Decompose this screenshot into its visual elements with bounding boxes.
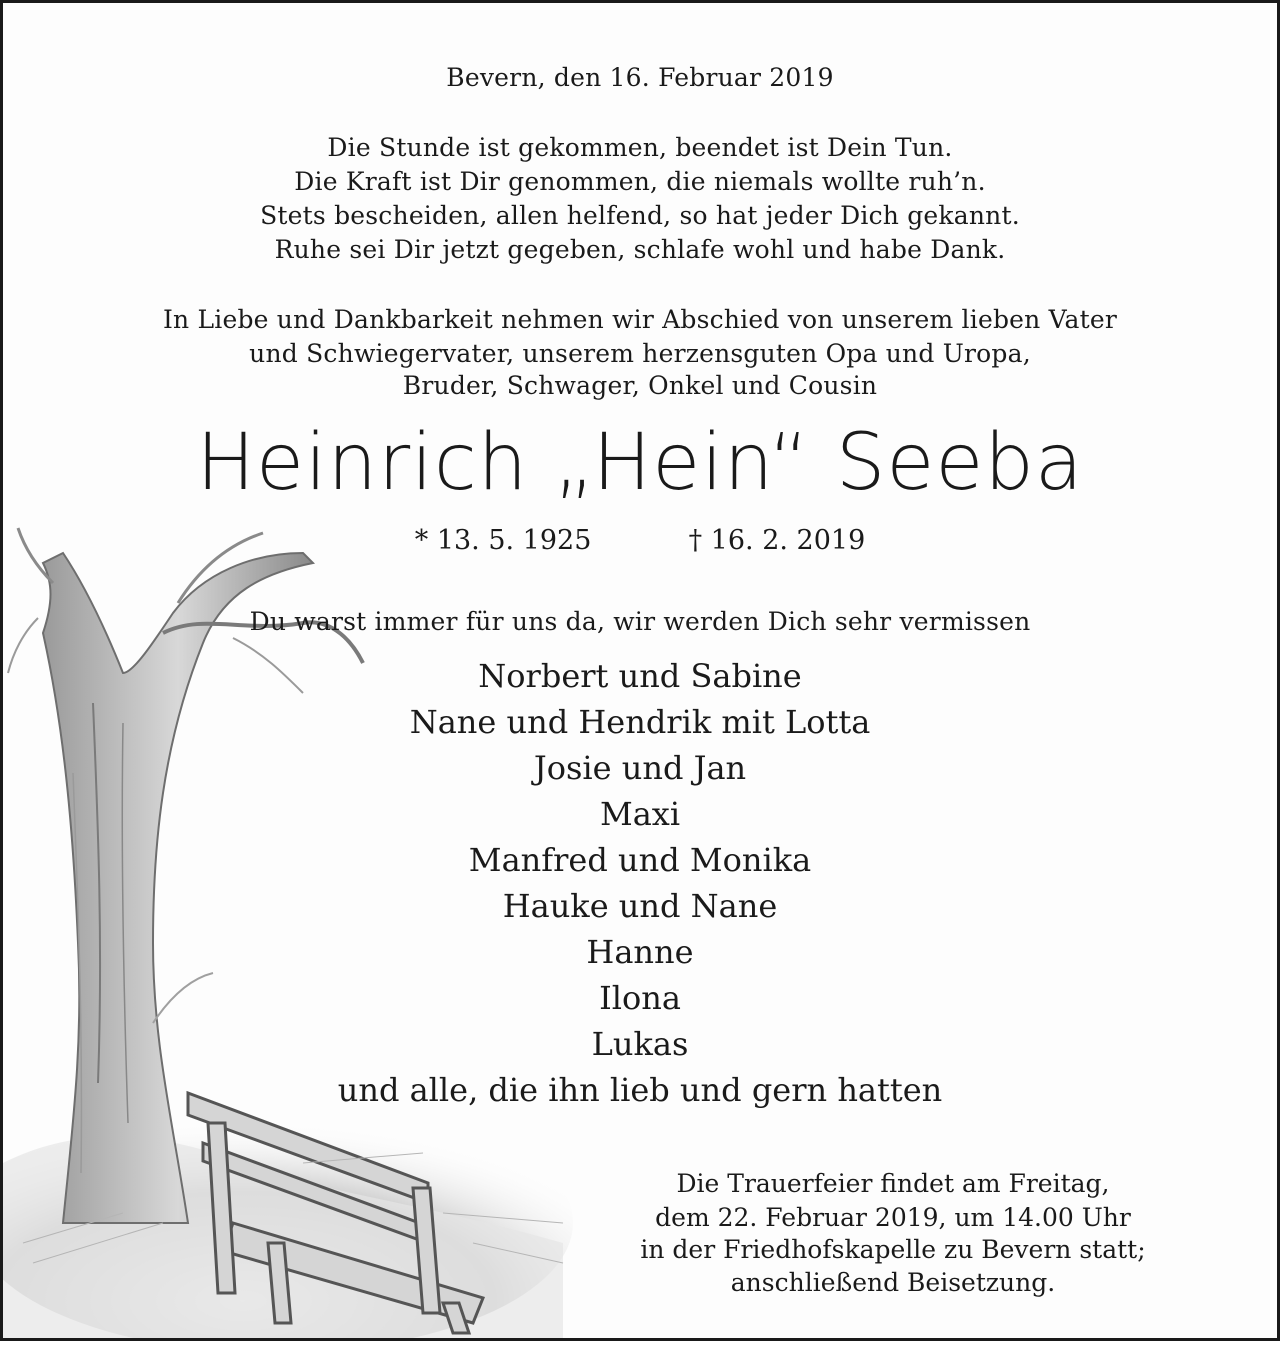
place-date: Bevern, den 16. Februar 2019	[446, 63, 834, 92]
tree-bench-illustration	[3, 523, 583, 1338]
poem-line: Die Kraft ist Dir genommen, die niemals wollte ruh’n.	[294, 167, 986, 196]
family-member: Nane und Hendrik mit Lotta	[409, 703, 871, 741]
poem-line: Die Stunde ist gekommen, beendet ist Dein Tun.	[327, 133, 953, 162]
family-member: Manfred und Monika	[468, 841, 812, 879]
family-member: Lukas	[591, 1025, 689, 1063]
poem-line: Ruhe sei Dir jetzt gegeben, schlafe wohl und habe Dank.	[274, 235, 1006, 264]
ceremony-line: dem 22. Februar 2019, um 14.00 Uhr	[655, 1203, 1131, 1232]
poem-line: Stets bescheiden, allen helfend, so hat jeder Dich gekannt.	[260, 201, 1020, 230]
family-member: Josie und Jan	[533, 749, 747, 787]
ceremony-line: Die Trauerfeier findet am Freitag,	[676, 1169, 1110, 1198]
birth-date: * 13. 5. 1925	[414, 525, 592, 556]
intro-line: In Liebe und Dankbarkeit nehmen wir Abschied von unserem lieben Vater	[162, 305, 1118, 334]
tagline: Du warst immer für uns da, wir werden Dich sehr vermissen	[249, 607, 1031, 636]
ceremony-line: in der Friedhofskapelle zu Bevern statt;	[640, 1235, 1146, 1264]
family-member: Maxi	[599, 795, 681, 833]
intro-line: und Schwiegervater, unserem herzensguten Opa und Uropa,	[249, 339, 1031, 368]
ceremony-line: anschließend Beisetzung.	[730, 1268, 1056, 1297]
family-member: Norbert und Sabine	[478, 657, 802, 695]
family-member: Hanne	[586, 933, 694, 971]
family-closing: und alle, die ihn lieb und gern hatten	[337, 1071, 943, 1109]
family-member: Ilona	[599, 979, 681, 1017]
family-member: Hauke und Nane	[502, 887, 778, 925]
life-dates	[3, 525, 1277, 556]
death-date: † 16. 2. 2019	[688, 525, 866, 556]
intro-line: Bruder, Schwager, Onkel und Cousin	[402, 371, 878, 400]
deceased-name: Heinrich „Hein“ Seeba	[196, 418, 1084, 508]
